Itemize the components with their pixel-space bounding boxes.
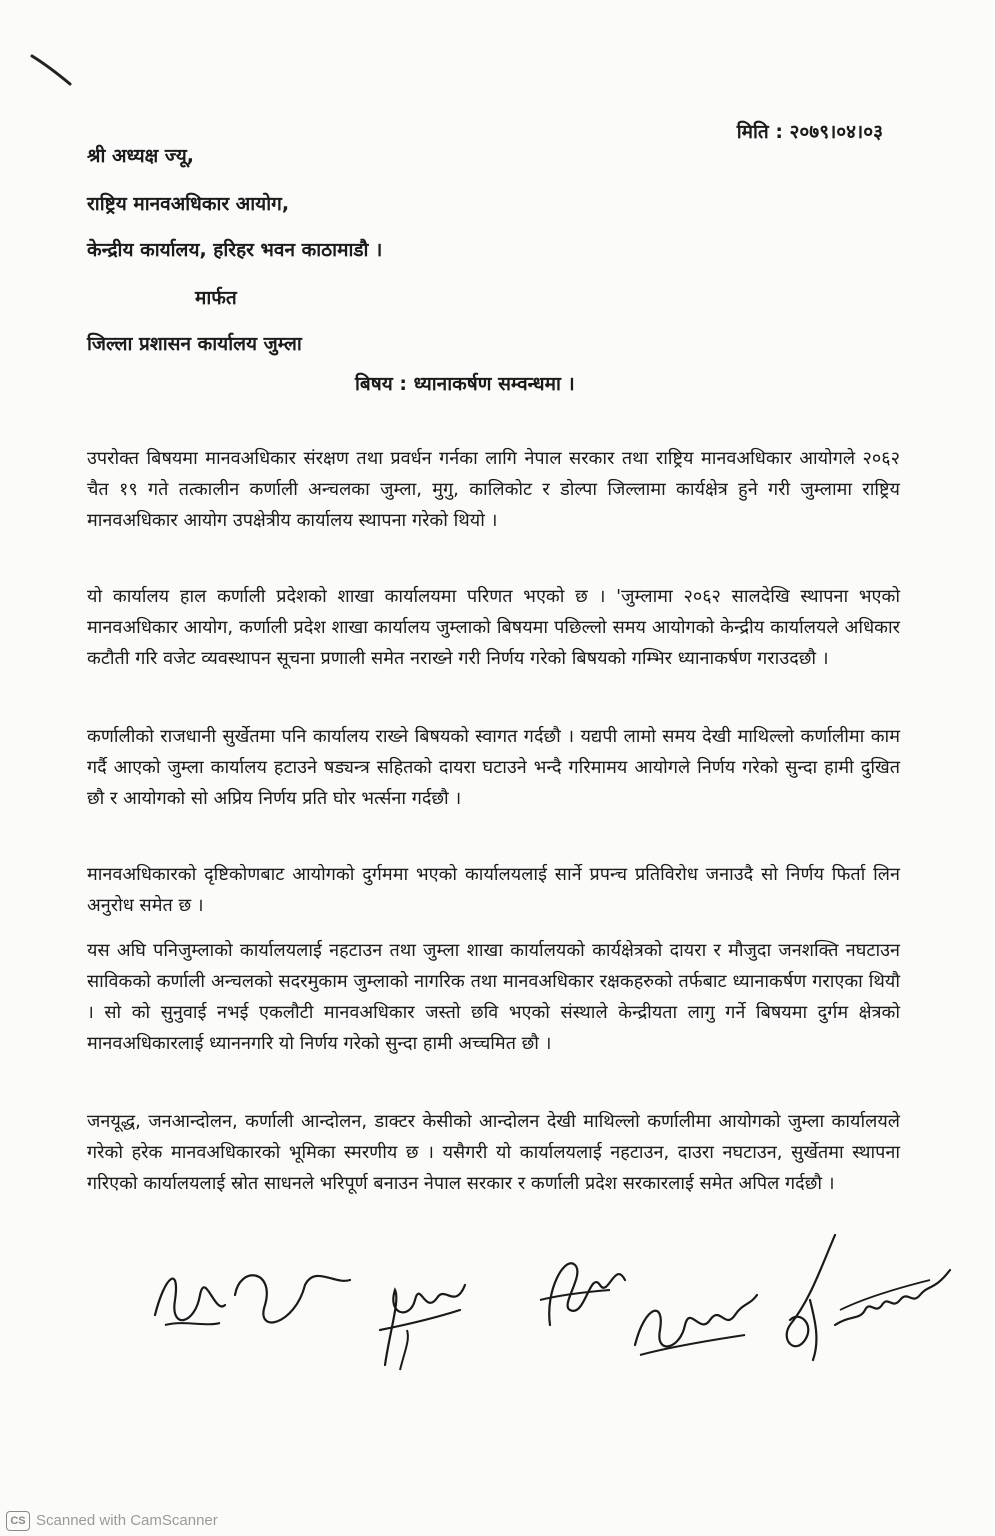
camscanner-logo: CS xyxy=(6,1511,30,1531)
recipient-line-2: राष्ट्रिय मानवअधिकार आयोग, xyxy=(87,193,290,215)
scanner-watermark-text: Scanned with CamScanner xyxy=(36,1512,218,1529)
pen-stroke-mark xyxy=(30,50,80,90)
body-paragraph: जनयूद्ध, जनआन्दोलन, कर्णाली आन्दोलन, डाक्टर केसीको आन्दोलन देखी माथिल्लो कर्णालीमा आयोगको जुम्ला कार्यालयले गरेको हरेक मानवअधिकारको भूमिका स्मरणीय छ । यसैगरी यो कार्यालयलाई नहटाउन, दाउरा नघटाउन, सुर्खेतमा स्थापना गरिएको कार्यालयलाई स्रोत साधनले भरिपूर्ण बनाउन नेपाल सरकार र कर्णाली प्रदेश सरकारलाई समेत अपिल गर्दछौ । xyxy=(87,1111,900,1194)
letter-subject: बिषय : ध्यानाकर्षण सम्वन्धमा । xyxy=(355,373,575,395)
recipient-line-5: जिल्ला प्रशासन कार्यालय जुम्ला xyxy=(87,333,302,355)
body-paragraph: यो कार्यालय हाल कर्णाली प्रदेशको शाखा कार्यालयमा परिणत भएको छ । 'जुम्लामा २०६२ सालदेखि स्थापना भएको मानवअधिकार आयोग, कर्णाली प्रदेश शाखा कार्यालय जुम्लाको बिषयमा पछिल्लो समय आयोगको केन्द्रीय कार्यालयले अधिकार कटौती गरि वजेट व्यवस्थापन सूचना प्रणाली समेत नराख्ने गरी निर्णय गरेको बिषयको गम्भिर ध्यानाकर्षण गराउदछौ । xyxy=(87,586,900,669)
signature-3 xyxy=(530,1250,640,1340)
scanner-watermark xyxy=(0,1505,995,1536)
signature-1 xyxy=(145,1255,365,1345)
recipient-line-1: श्री अध्यक्ष ज्यू, xyxy=(87,145,195,167)
recipient-line-3: केन्द्रीय कार्यालय, हरिहर भवन काठामाडौ । xyxy=(87,239,383,261)
signature-6 xyxy=(830,1260,960,1340)
signature-2 xyxy=(365,1270,485,1380)
body-paragraph: कर्णालीको राजधानी सुर्खेतमा पनि कार्यालय राख्ने बिषयको स्वागत गर्दछौ । यद्यपी लामो समय देखी माथिल्लो कर्णालीमा काम गर्दै आएको जुम्ला कार्यालय हटाउने षड्यन्त्र सहितको दायरा घटाउने भन्दै गरिमामय आयोगले निर्णय गरेको सुन्दा हामी दुखित छौ र आयोगको सो अप्रिय निर्णय प्रति घोर भर्त्सना गर्दछौ । xyxy=(87,726,900,809)
body-paragraph: उपरोक्त बिषयमा मानवअधिकार संरक्षण तथा प्रवर्धन गर्नका लागि नेपाल सरकार तथा राष्ट्रिय मानवअधिकार आयोगले २०६२ चैत १९ गते तत्कालीन कर्णाली अन्चलका जुम्ला, मुगु, कालिकोट र डोल्पा जिल्लामा कार्यक्षेत्र हुने गरी जुम्लामा राष्ट्रिय मानवअधिकार आयोग उपक्षेत्रीय कार्यालय स्थापना गरेको थियो । xyxy=(87,448,900,531)
letter-date: मिति : २०७९।०४।०३ xyxy=(736,121,883,143)
recipient-line-via: मार्फत xyxy=(195,287,237,309)
signature-block xyxy=(140,1230,960,1380)
body-paragraph: यस अघि पनिजुम्लाको कार्यालयलाई नहटाउन तथा जुम्ला शाखा कार्यालयको कार्यक्षेत्रको दायरा र मौजुदा जनशक्ति नघटाउन साविकको कर्णाली अन्चलको सदरमुकाम जुम्लाको नागरिक तथा मानवअधिकार रक्षकहरुको तर्फबाट ध्यानाकर्षण गराएका थियौ । सो को सुनुवाई नभई एकलौटी मानवअधिकार जस्तो छवि भएको संस्थाले केन्द्रीयता लागु गर्ने बिषयमा दुर्गम क्षेत्रको मानवअधिकारलाई ध्याननगरि यो निर्णय गरेको सुन्दा हामी अच्चमित छौ । xyxy=(87,940,900,1054)
body-paragraph: मानवअधिकारको दृष्टिकोणबाट आयोगको दुर्गममा भएको कार्यालयलाई सार्ने प्रपन्च प्रतिविरोध जनाउदै सो निर्णय फिर्ता लिन अनुरोध समेत छ । xyxy=(87,864,900,916)
signature-4 xyxy=(625,1275,775,1365)
